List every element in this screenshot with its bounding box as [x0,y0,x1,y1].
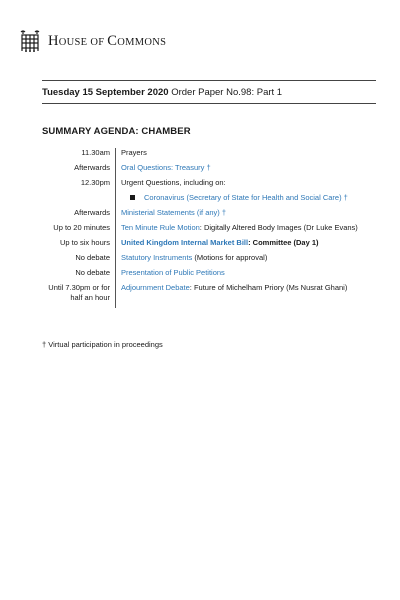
agenda-row [42,238,376,253]
agenda-row [42,163,376,178]
divider-top [42,80,376,81]
agenda-time: Until 7.30pm or for half an hour [48,283,110,302]
agenda-row [42,253,376,268]
agenda-item: Statutory Instruments (Motions for approval) [115,253,376,268]
agenda-row [42,283,376,308]
square-bullet-icon [130,195,135,200]
agenda-time: No debate [75,253,110,262]
agenda-item: Prayers [115,148,376,163]
footnote: † Virtual participation in proceedings [42,340,163,349]
agenda-row [42,178,376,193]
agenda-time [42,193,115,208]
house-of-commons-title: HOUSE OF COMMONS [48,32,167,49]
agenda-row [42,148,376,163]
order-paper-number: Order Paper No.98: Part 1 [168,87,283,98]
agenda-table [42,148,376,308]
portcullis-icon [20,29,40,53]
agenda-time: No debate [75,268,110,277]
internal-market-bill-link[interactable]: United Kingdom Internal Market Bill [121,238,249,247]
public-petitions-link[interactable]: Presentation of Public Petitions [121,268,225,277]
agenda-time: Up to 20 minutes [53,223,110,232]
adjournment-debate-link[interactable]: Adjournment Debate [121,283,190,292]
agenda-item: United Kingdom Internal Market Bill: Committee (Day 1) [115,238,376,253]
agenda-row [42,193,376,208]
order-paper-heading [42,87,282,98]
agenda-time: Up to six hours [59,238,110,247]
agenda-time: 11.30am [81,148,110,157]
agenda-row [42,268,376,283]
agenda-item [115,163,376,178]
agenda-item [115,208,376,223]
page-header [20,29,166,53]
oral-questions-link[interactable]: Oral Questions: Treasury † [121,163,211,172]
ten-minute-rule-link[interactable]: Ten Minute Rule Motion [121,223,200,232]
agenda-row [42,223,376,238]
coronavirus-link[interactable]: Coronavirus (Secretary of State for Health and Social Care) † [144,193,348,202]
order-paper-date: Tuesday 15 September 2020 [42,87,169,98]
agenda-time: Afterwards [74,163,110,172]
agenda-item: Urgent Questions, including on: [115,178,376,193]
agenda-item: Adjournment Debate: Future of Michelham Priory (Ms Nusrat Ghani) [115,283,376,308]
statutory-instruments-link[interactable]: Statutory Instruments [121,253,193,262]
ministerial-statements-link[interactable]: Ministerial Statements (if any) † [121,208,227,217]
agenda-time: 12.30pm [80,178,110,187]
agenda-item [115,268,376,283]
divider-bottom [42,103,376,104]
agenda-row [42,208,376,223]
agenda-time: Afterwards [74,208,110,217]
agenda-item: Ten Minute Rule Motion: Digitally Altered Body Images (Dr Luke Evans) [115,223,376,238]
summary-agenda-title: SUMMARY AGENDA: CHAMBER [42,126,191,137]
agenda-item [115,193,376,208]
